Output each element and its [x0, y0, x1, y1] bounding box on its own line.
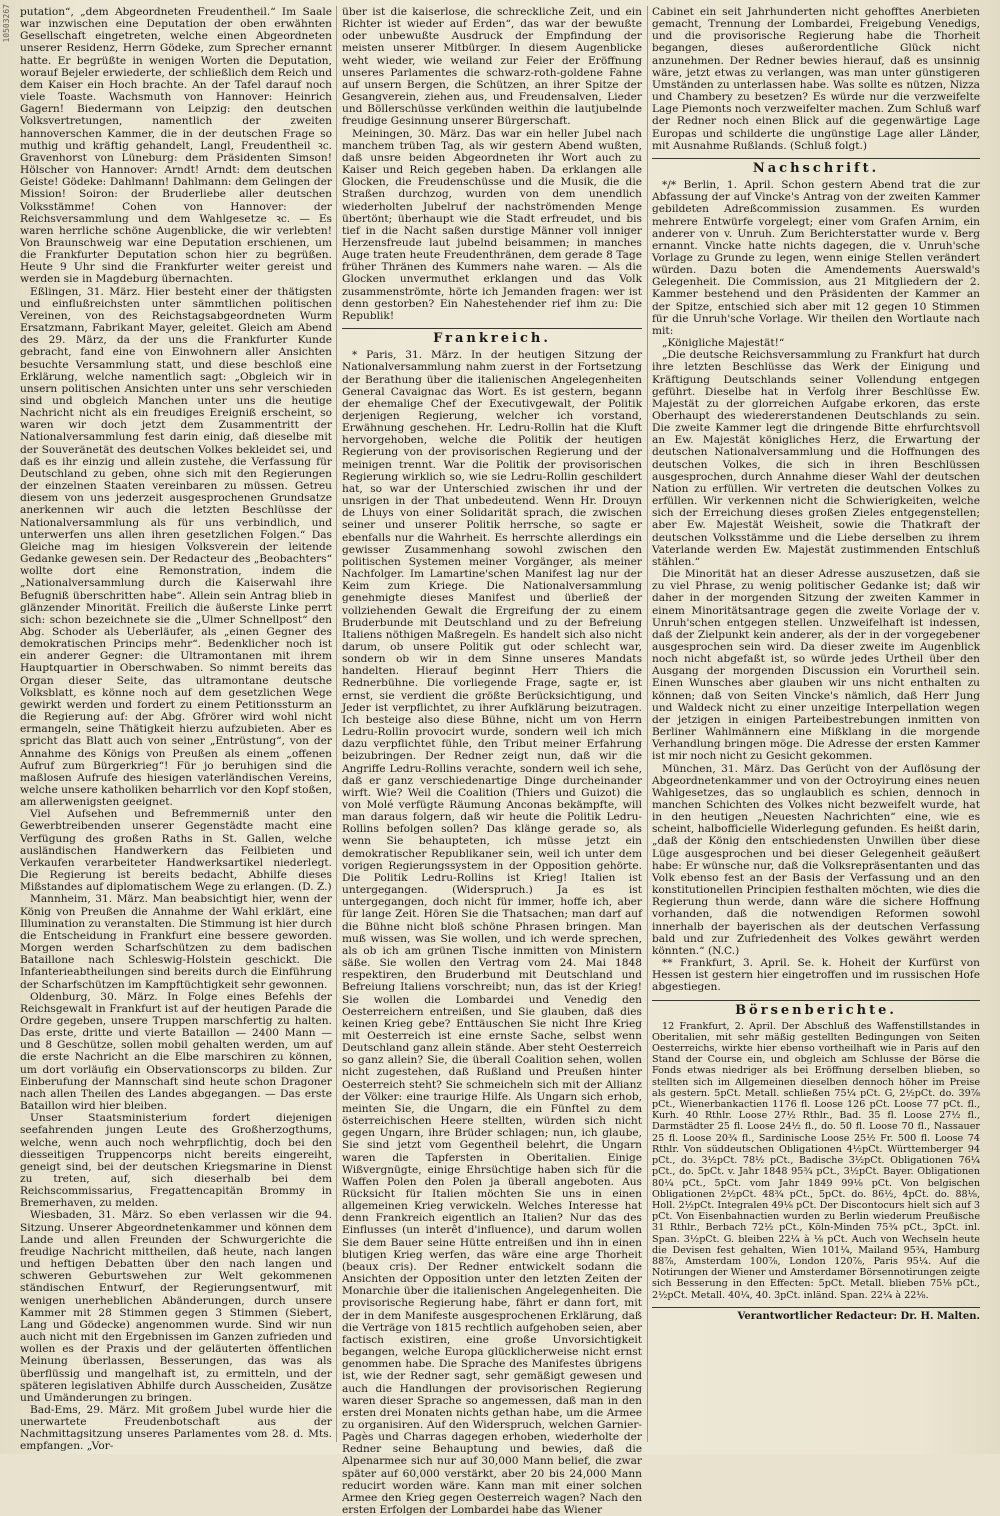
article-paragraph: Cabinet ein seit Jahrhunderten nicht gehofftes Anerbieten gemacht, Trennung der Lombardei, Freigebung Venedigs, und die provisorische Regierung habe die Thorheit begangen, dieses außerordentliche Glück nicht anzunehmen. Der Redner bewies hierauf, daß es unsinnig wäre, jetzt etwas zu verlangen, was man unter günstigeren Umständen zu unterlassen habe. Was sollte es nützen, Nizza und Chambery zu besetzen? Es würde nur die verzweifelte Lage Piemonts noch verzweifelter machen. Zum Schluß warf der Redner noch einen Blick auf die gegenwärtige Lage Europas und schilderte die ungünstige Lage aller Länder, mit Ausnahme Rußlands. (Schluß folgt.)	[652, 6, 980, 152]
article-paragraph: Viel Aufsehen und Befremmerniß unter den Gewerbtreibenden unserer Gegenstädte macht eine Verfügung des großen Raths in St. Gallen, welche ausländischen Handwerkern das Feilbieten und Verkaufen verarbeiteter Handwerksartikel niederlegt. Die Regierung ist bereits bedacht, Abhilfe dieses Mißstandes auf diplomatischem Wege zu erlangen. (D. Z.)	[20, 808, 332, 894]
column-3	[652, 6, 980, 1446]
article-paragraph: über ist die kaiserlose, die schreckliche Zeit, und ein Richter ist wieder auf Erden“, das war der bewußte oder unbewußte Ausdruck der Empfindung der meisten unserer Mitbürger. In diesem Augenblicke weht wieder, wie weiland zur Feier der Eröffnung unseres Parlamentes die schwarz-roth-goldene Fahne auf unsern Bergen, die Schützen, an ihrer Spitze der Gesangverein, ziehen aus, und Freudensalven, Lieder und Böllerschüsse verkünden weithin die lautjubelnde freudige Gesinnung unserer Bürgerschaft.	[342, 6, 642, 128]
section-heading-frankreich: Frankreich.	[433, 331, 551, 347]
section-heading-boersenberichte: Börsenberichte.	[735, 1002, 897, 1018]
column-rule	[647, 6, 648, 1442]
responsible-editor: Verantwortlicher Redacteur: Dr. H. Malten.	[737, 1310, 980, 1322]
scan-id: 10503267	[2, 4, 11, 43]
column-2	[342, 6, 642, 1516]
column-1	[20, 6, 332, 1453]
article-paragraph: Bad-Ems, 29. März. Mit großem Jubel wurde hier die unerwartete Freudenbotschaft aus der Nachmittagsitzung unseres Parlamentes vom 28. d. Mts. empfangen. „Vor-	[20, 1403, 332, 1453]
nachschrift-paragraph: München, 31. März. Das Gerücht von der Auflösung der Abgeordnetenkammer und von der Octroyirung eines neuen Wahlgesetzes, das so unglaublich es schien, dennoch in manchen Schichten des Volkes nicht bezweifelt wurde, hat in den heutigen „Neuesten Nachrichten“ eine, wie es scheint, halbofficielle Widerlegung gefunden. Es heißt darin, „daß der König den entschiedensten Unwillen über diese Lüge ausgesprochen und bei dieser Gelegenheit geäußert habe: Er wünsche nur, daß die Volksrepräsentanten und das Volk ebenso fest an der Basis der Verfassung und an den konstitutionellen Principien festhalten möchten, wie dies die Regierung thun werde, dann wäre die sichere Hoffnung vorhanden, daß die notwendigen Reformen sowohl innerhalb der bayerischen als der deutschen Verfassung bald und zur Zufriedenheit des Volkes gewährt werden könnten.“ (N.C.)	[652, 762, 980, 957]
article-paragraph: Meiningen, 30. März. Das war ein heller Jubel nach manchem trüben Tag, als wir gestern Abend wußten, daß unsre beiden Abgeordneten ihr Wort auch zu Kaiser und Reich gegeben haben. Da erklangen alle Glocken, die Freudenschüsse und die Musik, die die Straßen durchzog, wurden von dem unendlich wiederholten Jubelruf der nachströmenden Menge übertönt; überhaupt wie die Stadt erfreudet, und bis tief in die Nacht saßen durstige Männer voll inniger Herzensfreude laut jubelnd beisammen; in manches Auge traten heute Freudenthränen, dem gerade 8 Tage früher Thränen des Kummers nahe waren. — Als die Glocken unvermuthet erklangen und das Volk zusammenströmte, hörte ich Jemanden fragen: wer ist denn gestorben? Ein Nahestehender rief ihm zu: Die Republik!	[342, 127, 642, 322]
section-heading-nachschrift: Nachschrift.	[752, 160, 880, 176]
section-rule	[652, 1000, 980, 1001]
column-rule	[336, 6, 337, 1442]
article-paragraph: Oldenburg, 30. März. In Folge eines Befehls der Reichsgewalt in Frankfurt ist auf der heutigen Parade die Ordre gegeben, unsere Truppen marschfertig zu halten. Das erste, dritte und vierte Bataillon — 2400 Mann — und 8 Geschütze, sollen mobil gehalten werden, um auf die erste Nachricht an die Elbe marschiren zu können, um dort vorläufig ein Observationscorps zu bilden. Zur Einberufung der Mannschaft sind heute schon Dragoner nach allen Theilen des Landes abgegangen. — Das erste Bataillon wird hier bleiben.	[20, 990, 332, 1113]
article-paragraph: Eßlingen, 31. März. Hier besteht einer der thätigsten und einflußreichsten unter sämmtlichen politischen Vereinen, von des Reichstagsabgeordneten Wurm Ersatzmann, Fabrikant Mayer, geleitet. Gleich am Abend des 29. März, da der uns die Frankfurter Kunde gebracht, fand eine von Einwohnern aller Ansichten besuchte Versammlung statt, und diese beschloß eine Erklärung, welche namentlich sagt: „Obgleich wir in unsern politischen Ansichten unter uns sehr verschieden sind und obgleich Manchen unter uns die heutige Nachricht nicht als ein freudiges Ereigniß erscheint, so waren wir doch jetzt dem Zusammentritt der Nationalversammlung fest darin einig, daß dieselbe mit der Souveränetät des deutschen Volkes bekleidet sei, und daß es ihr einzig und allein zustehe, die Verfassung für Deutschland zu geben, ohne sich mit den Regierungen der einzelnen Staaten vereinbaren zu müssen. Getreu diesem von uns jederzeit ausgesprochenen Grundsatze anerkennen wir auch die letzten Beschlüsse der Nationalversammlung als für uns verbindlich, und unterwerfen uns allen ihren gesetzlichen Folgen.“ Das Gleiche mag im hiesigen Volksverein der leitende Gedanke gewesen sein. Der Redacteur des „Beobachters“ wollte dort eine Remonstration, indem die „Nationalversammlung durch die Kaiserwahl ihre Befugniß überschritten habe“. Allein sein Antrag blieb in glänzender Minorität. Freilich die äußerste Linke perrt sich: schon bezeichnete sie die „Ulmer Schnellpost“ den Abg. Schoder als Ueberläufer, als „einen Gegner des demokratischen Princips mehr“. Bedenklicher noch ist ein anderer Gegner: die Ultramontanen mit ihrem Hauptquartier in Oberschwaben. So nimmt bereits das Organ dieser Seite, das ultramontane deutsche Volksblatt, es könne noch auf dem gesetzlichen Wege gewirkt werden und fordert zu einem Petitionssturm an die Regierung auf: der Abg. Gfrörer wird wohl nicht ermangeln, seine Thätigkeit hierzu aufzubieten. Aber es spricht das Blatt auch von seiner „Entrüstung“, von der Annahme des Königs von Preußen als einem „offenen Aufruf zum Bürgerkrieg“! Für jo beruhigen sind die maßlosen Aufrufe des hiesigen vaterländischen Vereins, welche unsere katholiken beharrlich vor den Kopf stoßen, am allerwenigsten geeignet.	[20, 285, 332, 809]
article-paragraph: Wiesbaden, 31. März. So eben verlassen wir die 94. Sitzung. Unserer Abgeordnetenkammer und können dem Lande und allen Freunden der Schwurgerichte die freudige Nachricht mittheilen, daß heute, nach langen und heftigen Debatten über den nach langen und schweren Geburtswehen zur Welt gekommenen ständischen Entwurf, der Regierungsentwurf, mit wenigen unerheblichen Abänderungen, durch unsere Kammer mit 28 Stimmen gegen 3 Stimmen (Siebert, Lang und Gödecke) angenommen wurde. Sind wir nun auch nicht mit den Ergebnissen im Ganzen zufrieden und wollen es der Praxis und der geläuterten öffentlichen Meinung überlassen, Besserungen, das was als überflüssig und mangelhaft ist, zu ermitteln, und der späteren legislativen Abhilfe durch Ausscheiden, Zusätze und Umänderungen zu bringen.	[20, 1209, 332, 1404]
article-paragraph: Unser Staatsministerium fordert diejenigen seefahrenden jungen Leute des Großherzogthums, welche, wenn auch noch wehrpflichtig, doch bei den diesseitigen Truppencorps nicht bereits eingereiht, geneigt sind, bei der deutschen Kriegsmarine in Dienst zu treten, auf, sich dieserhalb bei dem Reichscommissarius, Fregattencapitän Brommy in Bremerhaven, zu melden.	[20, 1112, 332, 1210]
article-paragraph: putation“, „dem Abgeordneten Freudentheil.“ Im Saale war inzwischen eine Deputation der oben erwähnten Gesellschaft eingetreten, welche einen Abgeordneten unserer Residenz, Herrn Gödeke, zum Sprecher ernannt hatte. Er begrüßte in wenigen Worten die Deputation, worauf Bejeler erwiederte, der schließlich dem Reich und dem Kaiser ein Hoch brachte. An der Tafel darauf noch viele Toaste. Wachsmuth von Hannover: Heinrich Gagern! Biedermann von Leipzig: den deutschen Volksvertretungen, namentlich der zweiten hannoverschen Kammer, die in der deutschen Frage so muthig und kräftig gehandelt, Langl, Freudentheil ꝛc. Gravenhorst von Lüneburg: dem Präsidenten Simson! Hölscher von Hannover: Arndt! Arndt: dem deutschen Geiste! Gödeke: Dahlmann! Dahlmann: dem Gelingen der Mission! Soiron: der Bruderliebe aller deutschen Volksstämme! Cohen von Hannover: der Reichsversammlung und dem Wahlgesetze ꝛc. — Es waren herrliche schöne Augenblicke, die wir verlebten! Von Braunschweig war eine Deputation erschienen, um die Frankfurter Deputation schon hier zu begrüßen. Heute 9 Uhr sind die Frankfurter weiter gereist und werden sie in Magdeburg übernachten.	[20, 6, 332, 286]
boerse-paragraph: 12 Frankfurt, 2. April. Der Abschluß des Waffenstillstandes in Oberitalien, mit sehr mäßig gestellten Bedingungen von Seiten Oesterreichs, wirkte hier ebenso vortheilhaft wie in Paris auf den Stand der Course ein, und obgleich am Schlusse der Börse die Fonds etwas niedriger als bei Eröffnung derselben blieben, so stellten sich im Allgemeinen dieselben dennoch höher im Preise als gestern. 5pCt. Metall. schließen 75¼ pCt. G, 2½pCt. do. 39⅞ pCt., Wienerbankactien 1176 fl. Loose 126 pCt. Loose 77 pCt. fl., Kurh. 40 Rthlr. Loose 27½ Rthlr., Bad. 35 fl. Loose 27½ fl., Darmstädter 25 fl. Loose 24½ fl., do. 50 fl. Loose 70 fl., Nassauer 25 fl. Loose 20¾ fl., Sardinische Loose 25½ Fr. 500 fl. Loose 74 Rthlr. Von süddeutschen Obligationen 4½pCt. Württemberger 94 pCt., do. 3½pCt. 78½ pCt., Badische 3½pCt. Obligationen 76¼ pCt., do. 5pCt. v. Jahr 1848 95¾ pCt., 3½pCt. Bayer. Obligationen 80¼ pCt., 5pCt. vom Jahr 1849 99⅛ pCt. Von belgischen Obligationen 2½pCt. 48¾ pCt., 5pCt. do. 86½, 4pCt. do. 88⅛, Holl. 2½pCt. Integralen 49⅛ pCt. Der Discontocurs hielt sich auf 3 pCt. Von Eisenbahnactien wurden zu Berlin wiederum Preußische 31 Rthlr., Berbach 72½ pCt., Köln-Minden 75¾ pCt., 3pCt. inl. Span. 3½pCt. G. bleiben 22¼ à ⅛ pCt. Auch von Wechseln heute die Devisen fest gehalten, Wien 101¼, Mailand 95¾, Hamburg 88⅞, Amsterdam 100⅞, London 120⅞, Paris 95¼. Auf die Notirungen der Wiener und Amsterdamer Börsennotirungen zeigte sich Besserung in den Effecten: 5pCt. Metall. blieben 75⅛ pCt., 2½pCt. Metall. 40¼, 40. 3pCt. inländ. Span. 22¼ à 22⅛.	[652, 1020, 980, 1301]
footer-rule	[652, 1307, 980, 1308]
nachschrift-paragraph: ** Frankfurt, 3. April. Se. k. Hoheit der Kurfürst von Hessen ist gestern hier eingetroffen und im russischen Hofe abgestiegen.	[652, 957, 980, 994]
nachschrift-paragraph: „Königliche Majestät!“	[662, 337, 785, 350]
nachschrift-paragraph: Die Minorität hat an dieser Adresse auszusetzen, daß sie zu viel Phrase, zu wenig politischer Gedanke ist; daß wir daher in der morgenden Sitzung der zweiten Kammer in einem Minoritätsantrage gegen die zweite Vorlage der v. Unruh'schen entgegen stellen. Unzweifelhaft ist indessen, daß der Zielpunkt kein anderer, als der in der vorgegebener ausgesprochen sein wird. Da dieser zweite im Augenblick noch nicht abgefaßt ist, so würde jedes Urtheil über den Ausgang der morgenden Discussion ein Vorurtheil sein. Einen Wunsches aber glauben wir uns nicht enthalten zu können; daß von Seiten Vincke's nämlich, daß Herr Jung und Waldeck nicht zu einer unzeitige Interpellation wegen der jetzigen in einigen Parteibestrebungen inmitten von Berliner Wahlmännern eine Mißklang in die morgende Verhandlung bringen möge. Die Adresse der ersten Kammer ist mir noch nicht zu Gesicht gekommen.	[652, 568, 980, 763]
article-paragraph: * Paris, 31. März. In der heutigen Sitzung der Nationalversammlung nahm zuerst in der Fortsetzung der Berathung über die italienischen Angelegenheiten General Cavaignac das Wort. Es ist gestern, begann der ehemalige Chef der Executivgewalt, der Politik derjenigen Regierung, welcher ich vorstand, Erwähnung geschehen. Hr. Ledru-Rollin hat die Kluft hervorgehoben, welche die Politik der heutigen Regierung von der provisorischen Regierung und der meinigen trennt. War die Politik der provisorischen Regierung wirklich so, wie sie Ledru-Rollin geschildert hat, so war der Unterschied zwischen ihr und der unsrigen in der That unbedeutend. Wenn Hr. Drouyn de Lhuys von einer Solidarität sprach, die zwischen seiner und unserer Politik herrsche, so sagte er ebenfalls nur die Wahrheit. Es herrschte allerdings ein gewisser Zusammenhang sowohl zwischen den politischen Systemen meiner Vorgänger, als meiner Nachfolger. Im Lamartine'schen Manifest lag nur der Keim zum Kriege. Die Nationalversammlung genehmigte dieses Manifest und überließ der vollziehenden Gewalt die Ergreifung der zu einem Bruderbunde mit Deutschland und zu der Befreiung Italiens nöthigen Maßregeln. Es handelt sich also nicht darum, ob unsere Politik gut oder schlecht war, sondern ob wir in dem Sinne unseres Mandats handelten. Hierauf beginnt Herr Thiers die Rednerbühne. Die vorliegende Frage, sagte er, ist ernst, sie verdient die größte Berücksichtigung, und Jeder ist verpflichtet, zu ihrer Aufklärung beizutragen. Ich besteige also diese Bühne, nicht um von Herrn Ledru-Rollin provocirt wurde, sondern weil ich mich dazu verpflichtet fühle, den Tribut meiner Erfahrung beizubringen. Der Redner zeigt nun, daß wir die Angriffe Ledru-Rollins verachte, sondern weil ich sehe, daß er ganz verschiedenartige Dinge durcheinander wirft. Wie? Weil die Coalition (Thiers und Guizot) die von Molé verfügte Räumung Anconas bekämpfte, will man daraus folgern, daß wir heute die Politik Ledru-Rollins befolgen sollen? Das klänge gerade so, als wenn Sie behaupteten, ich müsse jetzt ein demokratischer Republikaner sein, weil ich unter dem vorigen Regierungssystem in der Opposition gehörte. Die Politik Ledru-Rollins ist Krieg! Italien ist untergegangen. (Widerspruch.) Ja es ist untergegangen, doch nicht für immer, hoffe ich, aber für lange Zeit. Hören Sie die Thatsachen; man darf auf die Bühne nicht bloß schöne Phrasen bringen. Man muß wissen, was Sie wollen, und ich werde sprechen, als ob ich am grünen Tische inmitten von Ministern säße. Sie wollen den Vertrag vom 24. Mai 1848 respektiren, den Bruderbund mit Deutschland und Befreiung Italiens vorschreibt; nun, das ist der Krieg! Sie wollen die Lombardei und Venedig den Oesterreichern entreißen, und Sie glauben, daß dies keinen Krieg gebe? Enttäuschen Sie nicht Ihre Krieg mit Oesterreich ist eine ernste Sache, selbst wenn Deutschland ganz allein stände. Aber steht Oesterreich so ganz allein? Sie, die überall Coalition sehen, wollen nicht zugestehen, daß Rußland und Preußen hinter Oesterreich steht? Sie schmeicheln sich mit der Allianz der Völker: eine traurige Hilfe. Als Ungarn sich erhob, meinten Sie, die Ungarn, die ein Fünftel zu dem österreichischen Heere stellten, würden sich nicht gegen Ungarn, ihre Brüder schlagen; nun, ich glaube, Sie sind jetzt vom Gegentheil belehrt, die Ungarn waren die Tapfersten in Oberitalien. Einige Wißvergnügte, einige Ehrsüchtige haben sich für die Waffen Polen den Polen ja überall angeboten. Aus Rücksicht für Italien möchten Sie uns in einen allgemeinen Krieg verwickeln. Welches Interesse hat denn Frankreich eigentlich an Italien? Nur das des Einflusses (un interêt d'influence), und darum wollen Sie dem Bauer seine Hütte entreißen und ihn in einen blutigen Krieg werfen, das wäre eine arge Thorheit (beaux cris). Der Redner entwickelt sodann die Ansichten der Opposition unter den letzten Zeiten der Monarchie über die italienischen Angelegenheiten. Die provisorische Regierung habe, fährt er dann fort, mit der in dem Manifeste ausgesprochenen Erklärung, daß die Verträge von 1815 rechtlich aufgehoben seien, aber factisch existiren, eine große Unvorsichtigkeit begangen, welche Europa glücklicherweise nicht ernst genommen habe. Die Sprache des Manifestes übrigens ist, wie der Redner sagt, sehr gemäßigt gewesen und auch die Handlungen der provisorischen Regierung waren dieser Sprache so angemessen, daß man in den ersten drei Monaten nichts gethan habe, um die Armee zu organisiren. Auf den Widerspruch, welchen Garnier-Pagès und Charras dagegen erhoben, wiederholte der Redner seine Behauptung und bewies, daß die Alpenarmee sich nur auf 30,000 Mann belief, die zwar später auf 60,000 verstärkt, aber 20 bis 24,000 Mann reducirt worden wäre. Kann man mit einer solchen Armee den Krieg gegen Oesterreich wagen? Nach den ersten Erfolgen der Lombardei habe das Wiener	[342, 349, 642, 1516]
section-rule	[342, 328, 642, 329]
section-rule	[652, 158, 980, 159]
article-paragraph: Mannheim, 31. März. Man beabsichtigt hier, wenn der König von Preußen die Annahme der Wahl erklärt, eine Illumination zu veranstalten. Die Stimmung ist hier durch die Entscheidung in Frankfurt eine bessere geworden. Morgen werden Scharfschützen zu dem badischen Bataillone nach Schleswig-Holstein geschickt. Die Infanterieabtheilungen sind bereits durch die Einführung der Scharfschützen im Kampftüchtigkeit sehr gewonnen.	[20, 893, 332, 991]
nachschrift-paragraph: */* Berlin, 1. April. Schon gestern Abend trat die zur Abfassung der auf Vincke's Antrag von der zweiten Kammer gebildeten Adreßcommission zusammen. Es wurden mehrere Entwürfe vorgelegt; einer vom Grafen Arnim, ein anderer von v. Unruh. Zum Berichterstatter wurde v. Berg ernannt. Vincke hatte nichts dagegen, die v. Unruh'sche Vorlage zu Grunde zu legen, wenn einige Stellen verändert würden. Dazu boten die Amendements Auerswald's Gelegenheit. Die Commission, aus 21 Mitgliedern der 2. Kammer bestehend und den Präsidenten der Kammer an der Spitze, entschied sich aber mit 12 gegen 10 Stimmen für die Unruh'sche Vorlage. Wir theilen den Wortlaute nach mit:	[652, 179, 980, 337]
nachschrift-paragraph: „Die deutsche Reichsversammlung zu Frankfurt hat durch ihre letzten Beschlüsse das Werk der Einigung und Kräftigung Deutschlands seiner Vollendung entgegen geführt. Dieselbe hat in Verfolg ihrer Beschlüsse Ew. Majestät zu der glorreichen Aufgabe erkoren, das erste Oberhaupt des wiedererstandenen Deutschlands zu sein. Die zweite Kammer legt die dringende Bitte ehrfurchtsvoll an Ew. Majestät königliches Herz, die Erwartung der deutschen Nationalversammlung und die Hoffnungen des deutschen Volkes, die sich in ihren Beschlüssen ausgesprochen, durch Annahme dieser Wahl der deutschen Nation zu erfüllen. Wir vertreten die deutschen Volkes zu erfüllen. Wir verkennen nicht die Schwierigkeiten, welche sich der Erreichung dieses großen Zieles entgegenstellen; aber Ew. Majestät Weisheit, sowie die Thatkraft der deutschen Volksstämme und die Liebe derselben zu ihrem Vaterlande werden Ew. Majestät zustimmenden Entschluß stählen.“	[652, 349, 980, 568]
